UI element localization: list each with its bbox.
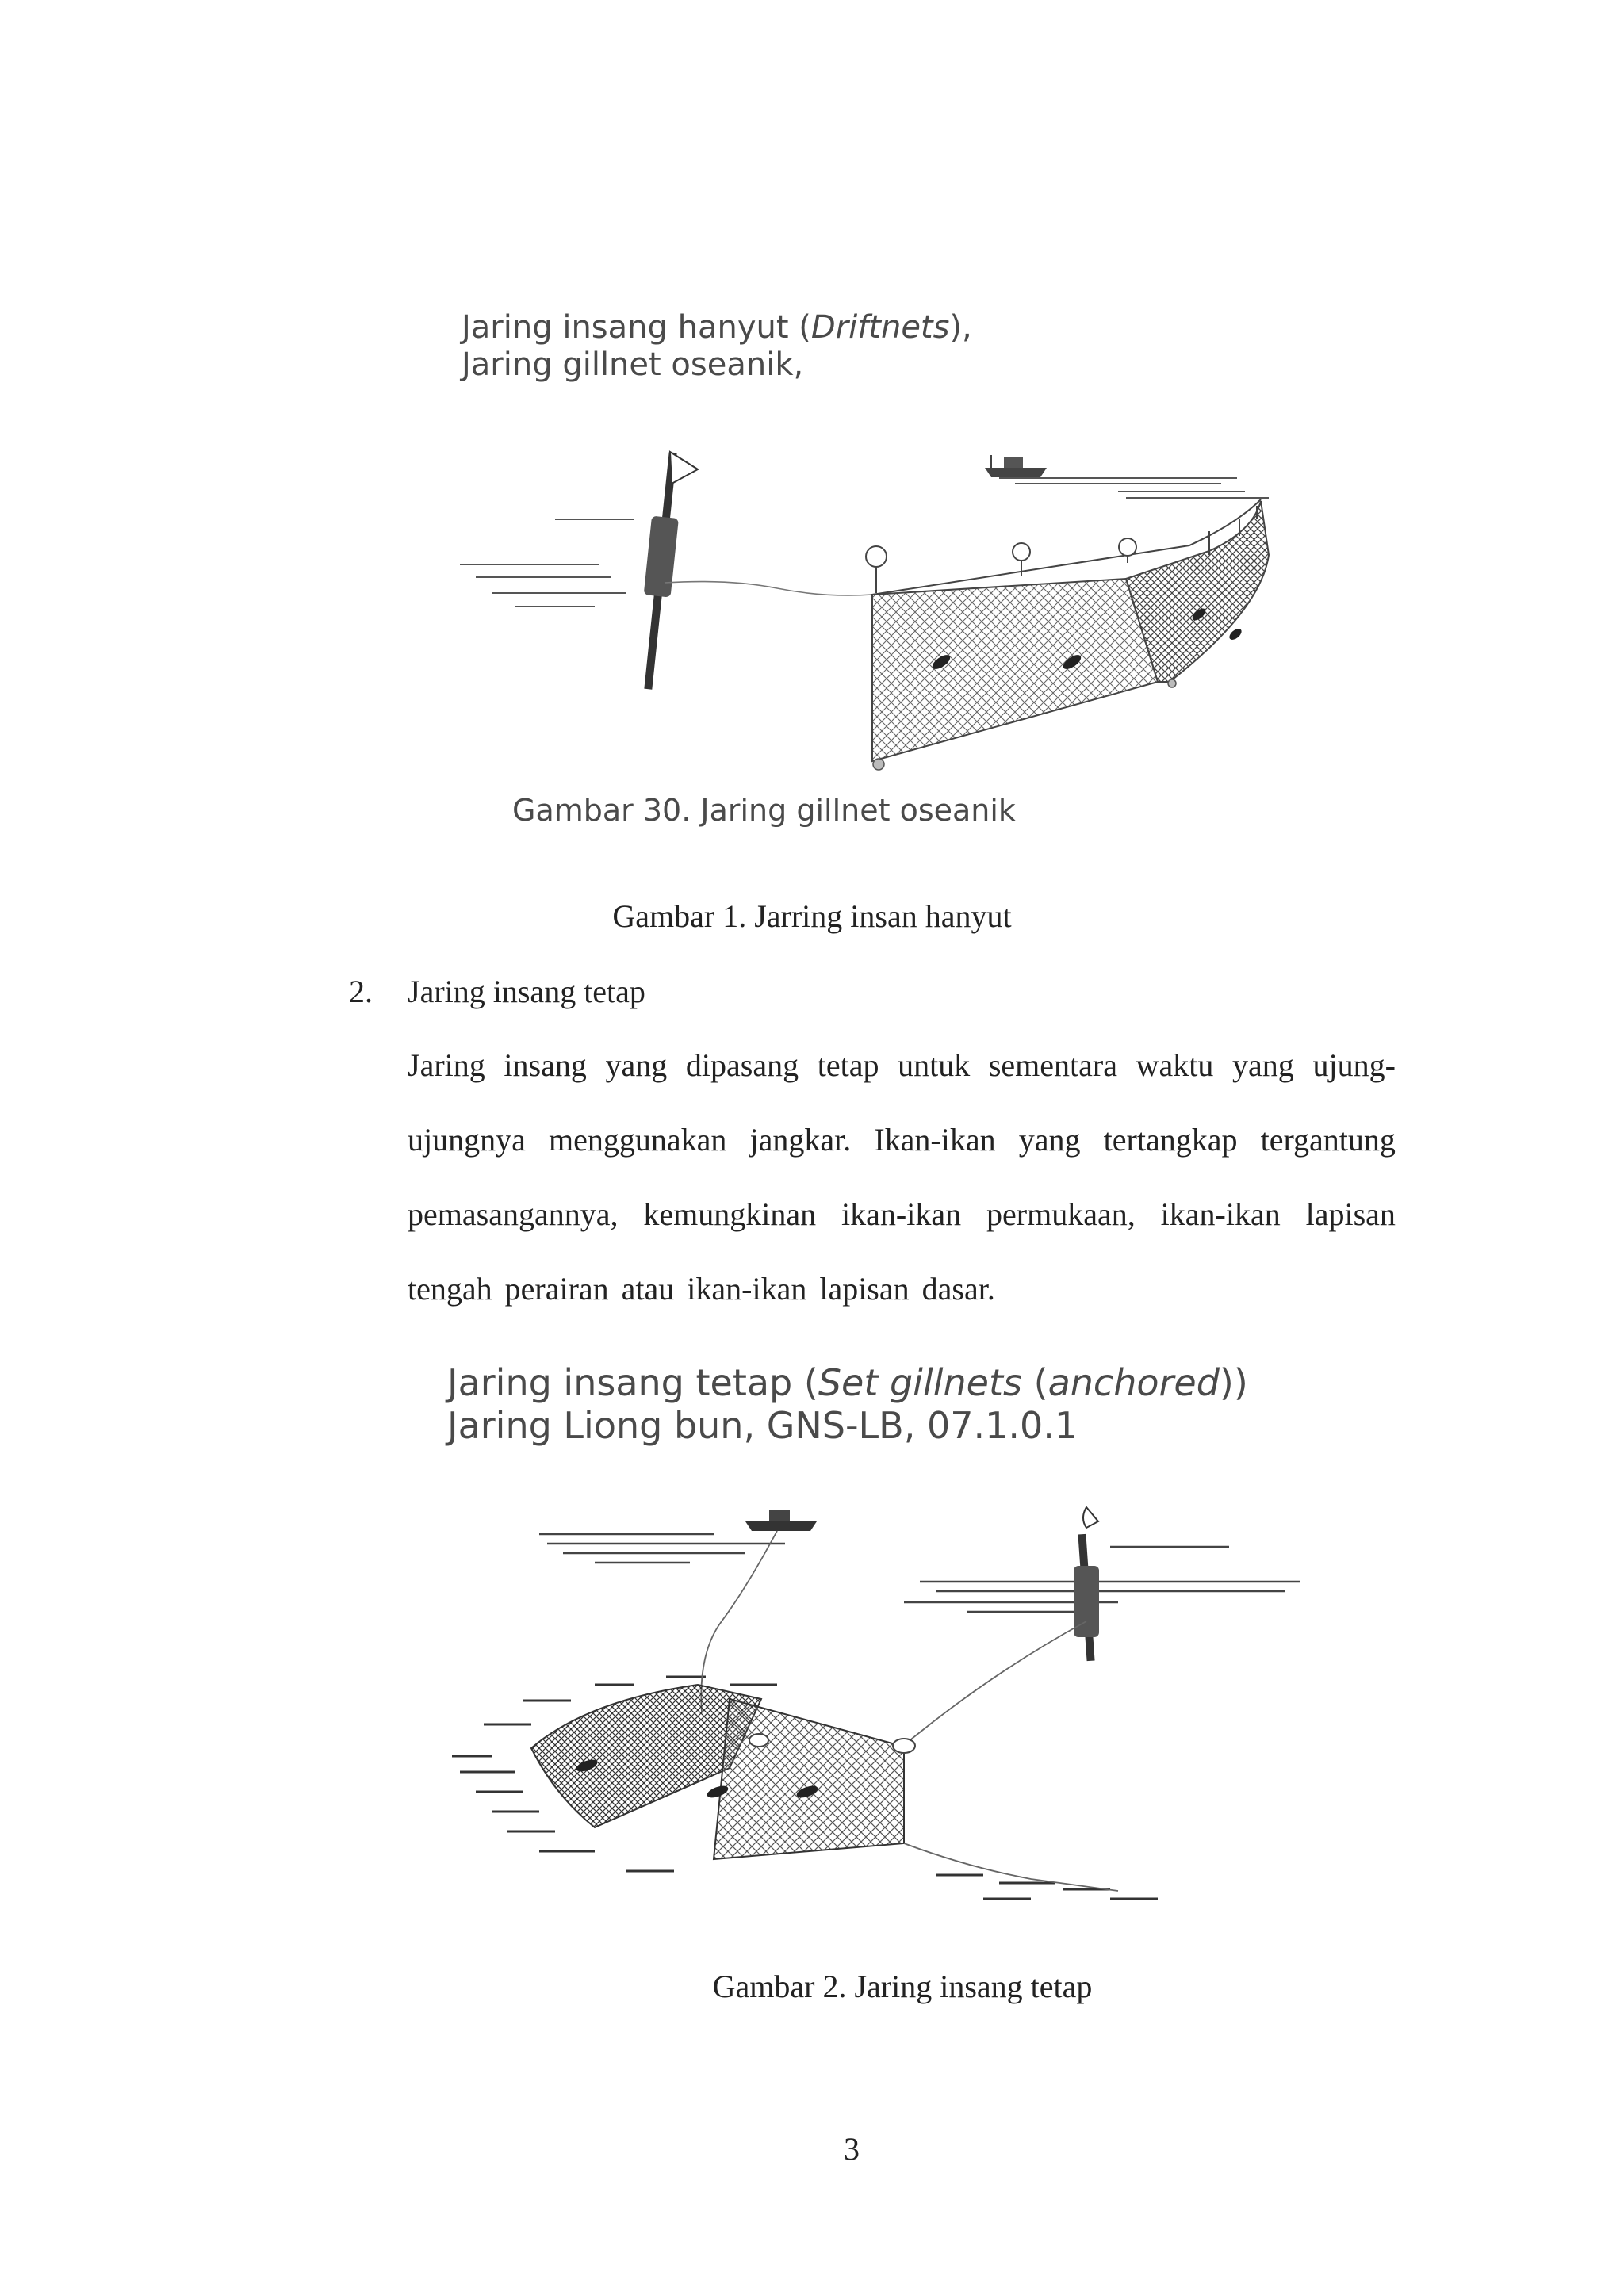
- figure-2-caption: Gambar 2. Jaring insang tetap: [712, 1969, 1093, 2004]
- paragraph-line-2: [408, 1121, 1396, 1158]
- word: tengah: [408, 1271, 492, 1307]
- figure-2: [428, 1352, 1316, 1923]
- word: untuk: [898, 1047, 971, 1083]
- net-panel-front: [714, 1699, 904, 1859]
- paragraph-line-1: [408, 1047, 1396, 1084]
- paragraph-line-3: [408, 1196, 1396, 1233]
- word: insang: [504, 1047, 587, 1083]
- word: jangkar.: [749, 1122, 852, 1158]
- driftnet-illustration: [444, 293, 1285, 848]
- section-number: 2.: [349, 974, 373, 1009]
- marker-buoy-pole: [1074, 1507, 1099, 1661]
- word: dasar.: [921, 1271, 995, 1307]
- word: ujungnya: [408, 1122, 526, 1158]
- figure-1-caption: Gambar 1. Jarring insan hanyut: [612, 898, 1012, 934]
- word: ikan-ikan: [841, 1196, 962, 1232]
- boat-icon: [985, 455, 1047, 477]
- word: Jaring: [408, 1047, 485, 1083]
- word: perairan: [504, 1271, 609, 1307]
- word: yang: [1018, 1122, 1081, 1158]
- word: yang: [1232, 1047, 1294, 1083]
- set-gillnet-illustration: [428, 1352, 1316, 1923]
- word: menggunakan: [549, 1122, 727, 1158]
- word: ikan-ikan: [1160, 1196, 1281, 1232]
- word: dipasang: [685, 1047, 799, 1083]
- figure-2-heading-line-2: Jaring Liong bun, GNS-LB, 07.1.0.1: [447, 1404, 1078, 1448]
- word: tetap: [817, 1047, 879, 1083]
- word: atau: [621, 1271, 675, 1307]
- word: ujung-: [1312, 1047, 1396, 1083]
- boat-icon: [745, 1510, 817, 1531]
- word: lapisan: [1305, 1196, 1396, 1232]
- water-surface-lines: [539, 1534, 1300, 1612]
- word: ikan-ikan: [687, 1271, 807, 1307]
- word: pemasangannya,: [408, 1196, 619, 1232]
- net-panel-front: [872, 579, 1158, 761]
- word: permukaan,: [986, 1196, 1136, 1232]
- page-number: 3: [844, 2131, 860, 2167]
- paragraph-line-4: [408, 1270, 1396, 1307]
- word: yang: [605, 1047, 668, 1083]
- figure-2-heading-line-1: Jaring insang tetap (Set gillnets (anchored)): [447, 1361, 1248, 1404]
- word: sementara: [988, 1047, 1117, 1083]
- word: tertangkap: [1103, 1122, 1238, 1158]
- section-heading: Jaring insang tetap: [408, 974, 645, 1009]
- figure-1: [444, 293, 1285, 848]
- word: waktu: [1136, 1047, 1214, 1083]
- marker-buoy-pole: [644, 452, 698, 690]
- figure-1-heading-line-1: Jaring insang hanyut (Driftnets),: [462, 309, 972, 346]
- word: lapisan: [819, 1271, 910, 1307]
- word: kemungkinan: [643, 1196, 817, 1232]
- figure-1-heading-line-2: Jaring gillnet oseanik,: [462, 346, 804, 384]
- word: tergantung: [1260, 1122, 1396, 1158]
- figure-1-inner-caption: Gambar 30. Jaring gillnet oseanik: [512, 793, 1016, 828]
- word: Ikan-ikan: [874, 1122, 996, 1158]
